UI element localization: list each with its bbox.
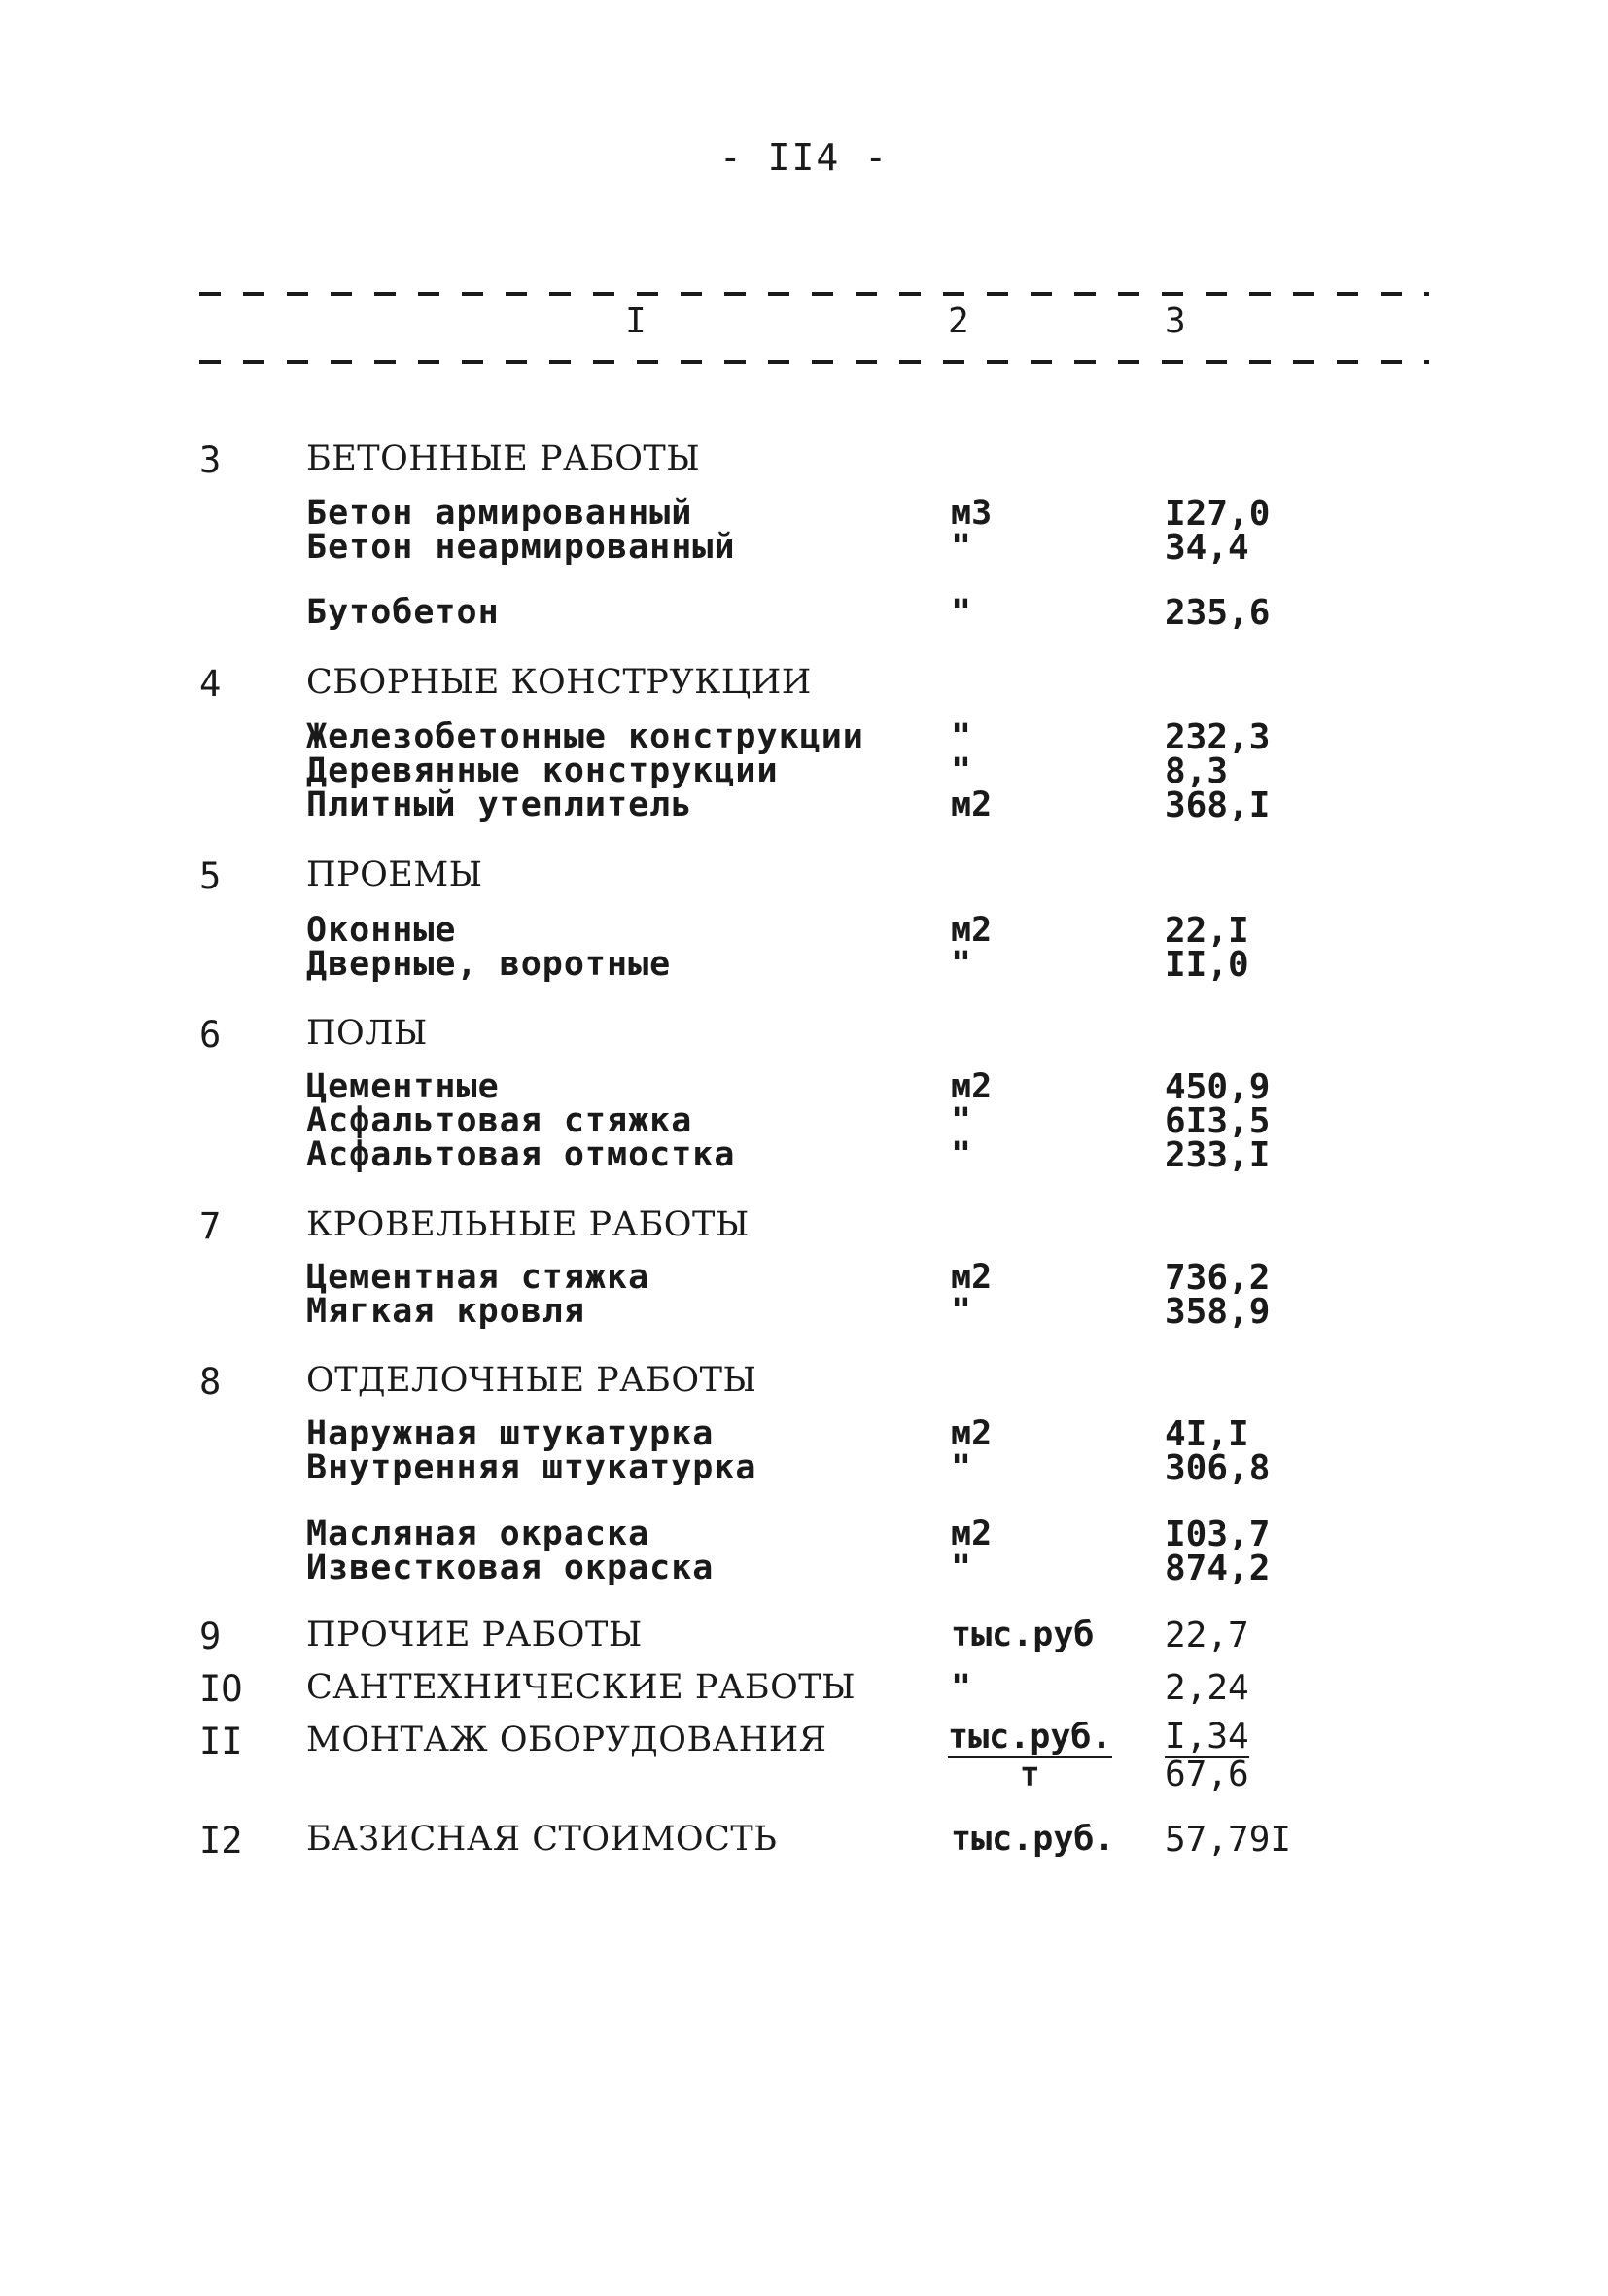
section-header — [0, 439, 1608, 481]
table-row — [0, 785, 1608, 824]
item-value: 8,3 — [1165, 751, 1229, 791]
item-unit: " — [951, 528, 972, 567]
table-row — [0, 1135, 1608, 1174]
section-number: I2 — [199, 1820, 243, 1861]
item-unit: " — [951, 1292, 972, 1331]
section-title: БАЗИСНАЯ СТОИМОСТЬ — [306, 1820, 778, 1859]
unit-denominator: т — [1019, 1756, 1040, 1794]
item-name: Бутобетон — [306, 593, 500, 632]
section-number: II — [199, 1721, 243, 1762]
table-row — [0, 1548, 1608, 1587]
table-row — [0, 1101, 1608, 1140]
header-bottom-rule — [199, 360, 1429, 364]
section-title: ПРОЧИЕ РАБОТЫ — [306, 1616, 643, 1654]
header-top-rule — [199, 292, 1429, 296]
item-name: Внутренняя штукатурка — [306, 1448, 757, 1487]
item-name: Бетон армированный — [306, 494, 693, 533]
item-name: Оконные — [306, 911, 457, 950]
item-name: Железобетонные конструкции — [306, 717, 864, 756]
section-number: 9 — [199, 1616, 222, 1657]
item-value: 6I3,5 — [1165, 1101, 1271, 1141]
table-row — [0, 1514, 1608, 1553]
item-unit: " — [951, 1101, 972, 1140]
section-unit: тыс.руб. — [951, 1820, 1115, 1859]
section-header — [0, 1616, 1608, 1657]
table-row — [0, 1448, 1608, 1487]
item-unit: " — [951, 945, 972, 984]
section-title: БЕТОННЫЕ РАБОТЫ — [306, 439, 701, 478]
item-value: II,0 — [1165, 945, 1249, 985]
item-value: I27,0 — [1165, 494, 1271, 534]
section-header — [0, 1717, 1608, 1798]
item-name: Масляная окраска — [306, 1514, 650, 1553]
item-value: 233,I — [1165, 1135, 1271, 1175]
unit-fraction — [948, 1718, 1112, 1794]
item-unit: м2 — [951, 1414, 993, 1453]
section-unit: тыс.руб — [951, 1616, 1095, 1654]
section-header — [0, 855, 1608, 897]
item-name: Наружная штукатурка — [306, 1414, 715, 1453]
section-title: МОНТАЖ ОБОРУДОВАНИЯ — [306, 1721, 827, 1759]
value-fraction — [1165, 1717, 1249, 1794]
item-unit: " — [951, 593, 972, 632]
section-title: ОТДЕЛОЧНЫЕ РАБОТЫ — [306, 1361, 757, 1400]
table-row — [0, 945, 1608, 984]
section-number: 6 — [199, 1014, 222, 1056]
table-row — [0, 528, 1608, 567]
item-unit: м2 — [951, 785, 993, 824]
section-value: 22,7 — [1165, 1616, 1249, 1655]
section-value: 57,79I — [1165, 1820, 1292, 1860]
item-name: Асфальтовая стяжка — [306, 1101, 693, 1140]
column-header-1: I — [625, 301, 647, 341]
section-number: 3 — [199, 439, 222, 481]
section-title: САНТЕХНИЧЕСКИЕ РАБОТЫ — [306, 1668, 856, 1707]
item-unit: м2 — [951, 1067, 993, 1106]
section-unit: " — [951, 1668, 972, 1707]
section-number: IO — [199, 1668, 243, 1710]
item-unit: м2 — [951, 911, 993, 950]
item-unit: " — [951, 751, 972, 790]
page-number: - II4 - — [718, 136, 890, 179]
item-value: 4I,I — [1165, 1414, 1249, 1454]
item-name: Асфальтовая отмостка — [306, 1135, 736, 1174]
item-value: 450,9 — [1165, 1067, 1271, 1107]
table-row — [0, 1258, 1608, 1297]
item-value: 874,2 — [1165, 1548, 1271, 1588]
item-unit: м3 — [951, 494, 993, 533]
item-name: Цементная стяжка — [306, 1258, 650, 1297]
value-numerator: I,34 — [1165, 1717, 1249, 1757]
table-row — [0, 1067, 1608, 1106]
item-value: 232,3 — [1165, 717, 1271, 757]
item-unit: " — [951, 717, 972, 756]
section-number: 5 — [199, 855, 222, 897]
section-number: 4 — [199, 663, 222, 705]
table-row — [0, 751, 1608, 790]
item-value: 368,I — [1165, 785, 1271, 825]
section-header — [0, 1361, 1608, 1403]
section-header — [0, 1014, 1608, 1056]
item-unit: м2 — [951, 1258, 993, 1297]
item-name: Мягкая кровля — [306, 1292, 585, 1331]
item-unit: м2 — [951, 1514, 993, 1553]
item-value: 22,I — [1165, 911, 1249, 951]
item-value: 306,8 — [1165, 1448, 1271, 1488]
table-row — [0, 1292, 1608, 1331]
item-value: I03,7 — [1165, 1514, 1271, 1554]
section-number: 7 — [199, 1205, 222, 1247]
section-title: ПОЛЫ — [306, 1014, 428, 1053]
item-name: Бетон неармированный — [306, 528, 736, 567]
item-name: Дверные, воротные — [306, 945, 672, 984]
section-header — [0, 1205, 1608, 1247]
item-value: 34,4 — [1165, 528, 1249, 568]
item-unit: " — [951, 1135, 972, 1174]
table-row — [0, 494, 1608, 533]
item-value: 736,2 — [1165, 1258, 1271, 1298]
item-name: Известковая окраска — [306, 1548, 715, 1587]
table-row — [0, 593, 1608, 632]
value-denominator: 67,6 — [1165, 1755, 1249, 1794]
table-row — [0, 911, 1608, 950]
unit-numerator: тыс.руб. — [948, 1718, 1112, 1757]
section-title: СБОРНЫЕ КОНСТРУКЦИИ — [306, 663, 812, 702]
item-name: Плитный утеплитель — [306, 785, 693, 824]
item-name: Цементные — [306, 1067, 500, 1106]
section-header — [0, 1668, 1608, 1710]
item-unit: " — [951, 1548, 972, 1587]
section-title: ПРОЕМЫ — [306, 855, 483, 894]
item-unit: " — [951, 1448, 972, 1487]
item-value: 358,9 — [1165, 1292, 1271, 1332]
section-header — [0, 1820, 1608, 1859]
section-title: КРОВЕЛЬНЫЕ РАБОТЫ — [306, 1205, 750, 1244]
column-header-2: 2 — [948, 301, 969, 341]
table-row — [0, 717, 1608, 756]
item-name: Деревянные конструкции — [306, 751, 779, 790]
table-row — [0, 1414, 1608, 1453]
column-header-3: 3 — [1165, 301, 1186, 341]
item-value: 235,6 — [1165, 593, 1271, 633]
section-value: 2,24 — [1165, 1668, 1249, 1708]
section-number: 8 — [199, 1361, 222, 1403]
section-header — [0, 663, 1608, 705]
